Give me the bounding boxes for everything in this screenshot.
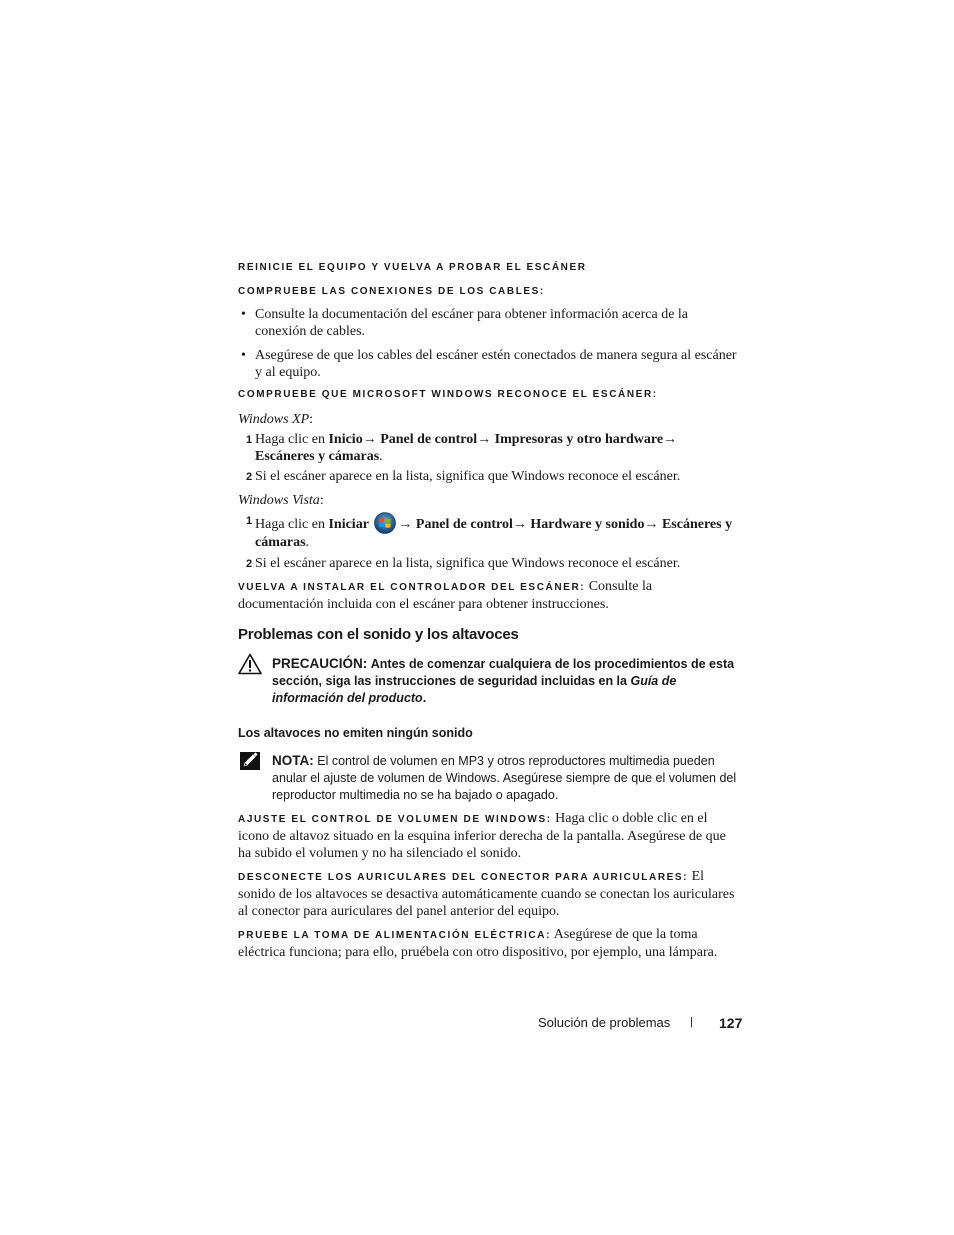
vista-step-1: 1 Haga clic en Iniciar → Panel de control→ Hardware y sonido→ Escáneres y cámaras.	[238, 512, 738, 551]
step-number: 2	[246, 558, 253, 570]
caution-label: PRECAUCIÓN:	[272, 656, 368, 671]
power-outlet-paragraph	[238, 926, 738, 961]
windows-start-icon	[374, 512, 396, 534]
step-text: Haga clic en	[255, 517, 329, 532]
footer-section-name: Solución de problemas	[538, 1015, 671, 1030]
caution-text-end: .	[422, 691, 427, 705]
page-number: 127	[719, 1015, 743, 1031]
list-item: • Asegúrese de que los cables del escáner estén conectados de manera segura al escáner y al equipo.	[238, 347, 738, 381]
footer-separator: |	[690, 1016, 693, 1028]
caution-doc-title: Guía de información del producto	[272, 674, 677, 705]
warning-triangle-icon	[238, 653, 262, 675]
step-number: 1	[246, 515, 253, 527]
paragraph-text: Consulte la documentación incluida con el escáner para obtener instrucciones.	[238, 579, 653, 612]
section-heading-sound: Problemas con el sonido y los altavoces	[238, 626, 519, 643]
step-number: 1	[246, 434, 253, 446]
step-text: Si el escáner aparece en la lista, significa que Windows reconoce el escáner.	[255, 556, 681, 571]
note-notice	[238, 752, 738, 804]
section-title-restart: REINICIE EL EQUIPO Y VUELVA A PROBAR EL ESCÁNER	[238, 262, 587, 273]
xp-step-2	[238, 468, 738, 485]
list-item: • Consulte la documentación del escáner para obtener información acerca de la conexión de cables.	[238, 306, 738, 340]
paragraph-text: El sonido de los altavoces se desactiva automáticamente cuando se conectan los auriculares al conector para auriculares del panel anterior del equipo.	[238, 869, 735, 919]
start-label: Iniciar	[328, 517, 369, 532]
menu-path: → Panel de control→ Hardware y sonido→ Escáneres y cámaras	[255, 517, 733, 550]
caution-text: Antes de comenzar cualquiera de los procedimientos de esta sección, siga las instrucciones de seguridad incluidas en la	[272, 657, 735, 688]
pencil-note-icon	[238, 750, 262, 772]
step-text: Si el escáner aparece en la lista, significa que Windows reconoce el escáner.	[255, 469, 681, 484]
step-text: Haga clic en	[255, 432, 329, 447]
xp-label-text: Windows XP	[238, 412, 310, 427]
note-label: NOTA:	[272, 753, 314, 768]
xp-step-1: 1 Haga clic en Inicio→ Panel de control→ Impresoras y otro hardware→ Escáneres y cámaras.	[246, 432, 678, 464]
cables-bullet-list	[238, 306, 738, 381]
reinstall-driver-paragraph	[238, 578, 738, 613]
inline-run-in-title: AJUSTE EL CONTROL DE VOLUMEN DE WINDOWS:	[238, 814, 552, 825]
step-number: 2	[246, 471, 253, 483]
inline-run-in-title: DESCONECTE LOS AURICULARES DEL CONECTOR PARA AURICULARES:	[238, 872, 689, 883]
paragraph-text: Asegúrese de que la toma eléctrica funciona; para ello, pruébela con otro dispositivo, por ejemplo, una lámpara.	[238, 927, 718, 960]
volume-paragraph	[238, 810, 738, 862]
windows-xp-label: Windows XP:	[238, 412, 314, 427]
headphones-paragraph	[238, 868, 738, 920]
menu-path: Inicio→ Panel de control→ Impresoras y otro hardware→ Escáneres y cámaras	[255, 432, 678, 464]
paragraph-text: Haga clic o doble clic en el icono de altavoz situado en la esquina inferior derecha de la pantalla. Asegúrese de que ha subido el volumen y no ha silenciado el sonido.	[238, 811, 726, 861]
note-text: El control de volumen en MP3 y otros reproductores multimedia pueden anular el ajuste de volumen de Windows. Asegúrese siempre de que el volumen del reproductor multimedia no se ha bajado o apagado.	[272, 754, 737, 802]
inline-run-in-title: PRUEBE LA TOMA DE ALIMENTACIÓN ELÉCTRICA:	[238, 930, 552, 941]
caution-notice	[238, 655, 738, 707]
subheading-no-sound: Los altavoces no emiten ningún sonido	[238, 726, 473, 740]
inline-run-in-title: VUELVA A INSTALAR EL CONTROLADOR DEL ESCÁNER:	[238, 582, 586, 593]
section-title-cables: COMPRUEBE LAS CONEXIONES DE LOS CABLES:	[238, 286, 545, 297]
vista-label-text: Windows Vista	[238, 493, 320, 508]
windows-vista-label: Windows Vista:	[238, 493, 324, 508]
section-title-windows-recognizes: COMPRUEBE QUE MICROSOFT WINDOWS RECONOCE EL ESCÁNER:	[238, 389, 658, 400]
vista-step-2	[238, 555, 738, 572]
